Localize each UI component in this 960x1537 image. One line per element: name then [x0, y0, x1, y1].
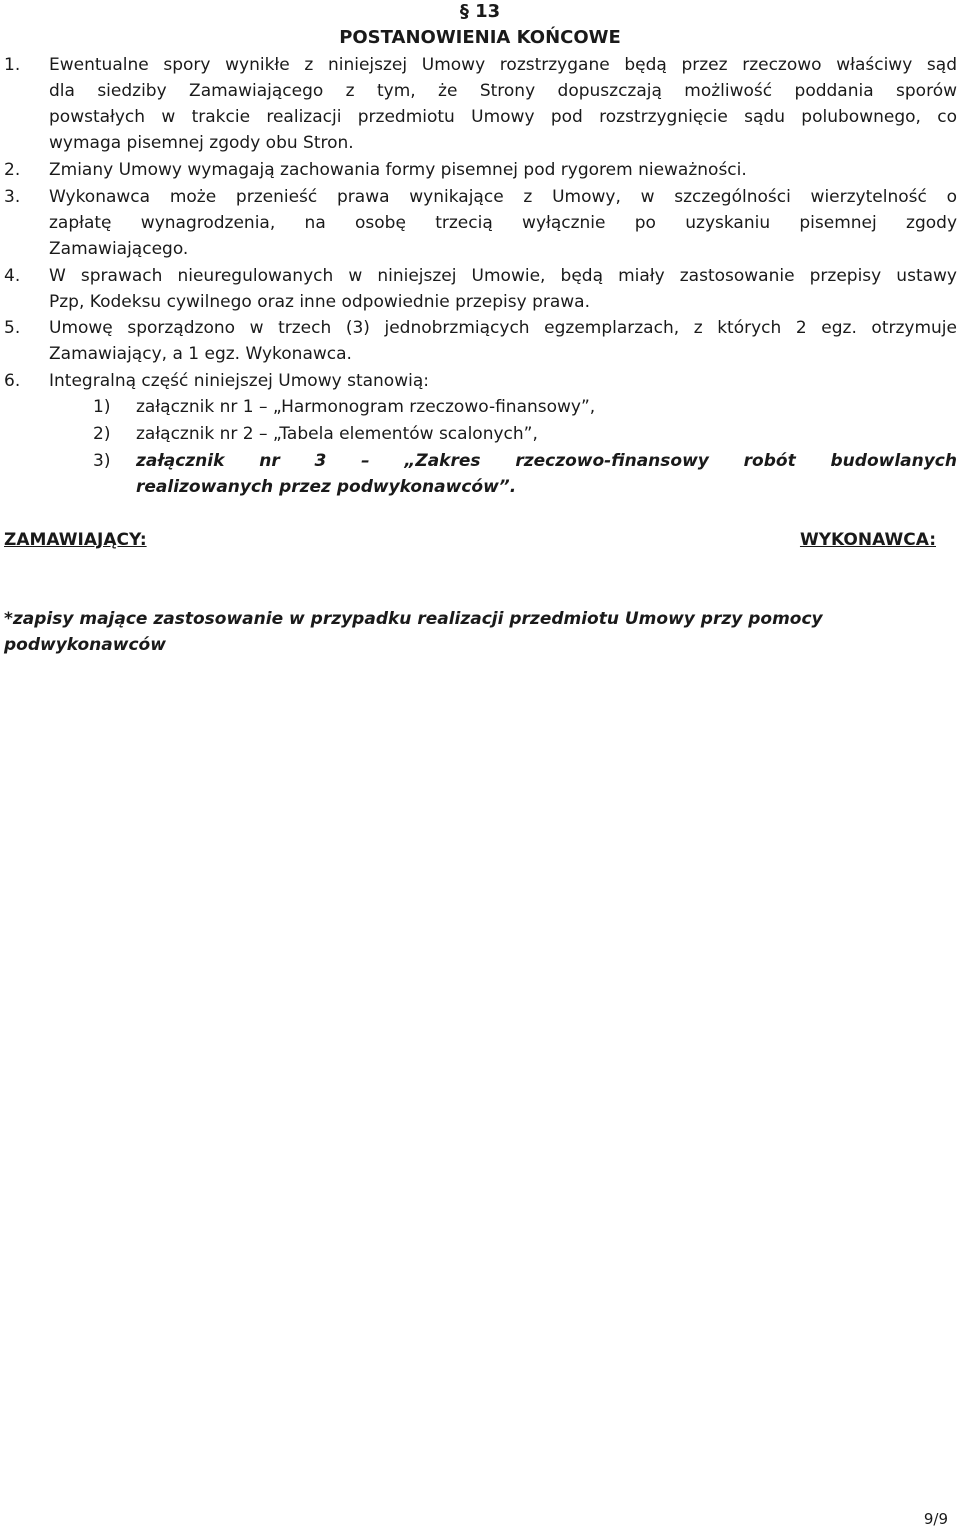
item-text: Zmiany Umowy wymagają zachowania formy pisemnej pod rygorem nieważności.: [49, 160, 747, 180]
item-text: W sprawach nieuregulowanych w niniejszej Umowie, będą miały zastosowanie przepisy ustawy Pzp, Kodeksu cywilnego oraz inne odpowiednie przepisy prawa.: [49, 266, 957, 312]
signature-label-contractor: WYKONAWCA:: [799, 530, 936, 550]
section-number: § 13: [459, 1, 501, 22]
item-number: 5.: [4, 318, 21, 338]
footnote: *zapisy mające zastosowanie w przypadku realizacji przedmiotu Umowy przy pomocy podwykonawców: [4, 609, 823, 655]
item-text: Umowę sporządzono w trzech (3) jednobrzmiących egzemplarzach, z których 2 egz. otrzymuje Zamawiający, a 1 egz. Wykonawca.: [49, 318, 957, 364]
document-page: § 13 POSTANOWIENIA KOŃCOWE 1. Ewentualne spory wynikłe z niniejszej Umowy rozstrzygane będą przez rzeczowo właściwy sąd dla siedziby Zamawiającego z tym, że Strony dopuszczają możliwość poddania sporów powstałych w trakcie realizacji przedmiotu Umowy pod rozstrzygnięcie sądu polubownego, co wymaga pisemnej zgody obu Stron. 2. Zmiany Umowy wymagają zachowania formy pisemnej pod rygorem nieważności. 3. Wykonawca może przenieść prawa wynikające z Umowy, w szczególności wierzytelność o zapłatę wynagrodzenia, na osobę trzecią wyłącznie po uzyskaniu pisemnej zgody Zamawiającego. 4. W sprawach nieuregulowanych w niniejszej Umowie, będą miały zastosowanie przepisy ustawy Pzp, Kodeksu cywilnego oraz inne odpowiednie przepisy prawa. 5. Umowę sporządzono w trzech (3) jednobrzmiących egzemplarzach, z których 2 egz. otrzymuje Zamawiający, a 1 egz. Wykonawca. 6. Integralną część niniejszej Umowy stanowią: 1) załącznik nr 1 – „Harmonogram rzeczowo-finansowy”, 2) załącznik nr 2 – „Tabela elementów scalonych”, 3) załącznik nr 3 – „Zakres rzeczowo-finansowy robót budowlanych realizowanych przez podwykonawców”. ZAMAWIAJĄCY: WYKONAWCA: *zapisy mające zastosowanie w przypadku realizacji przedmiotu Umowy przy pomocy podwykonawców 9/9: [0, 0, 960, 1537]
item-text: Ewentualne spory wynikłe z niniejszej Umowy rozstrzygane będą przez rzeczowo właściwy sąd dla siedziby Zamawiającego z tym, że Strony dopuszczają możliwość poddania sporów powstałych w trakcie realizacji przedmiotu Umowy pod rozstrzygnięcie sądu polubownego, co wymaga pisemnej zgody obu Stron.: [49, 55, 957, 153]
signature-label-client: ZAMAWIAJĄCY:: [4, 530, 147, 550]
item-text: Integralną część niniejszej Umowy stanowią:: [49, 371, 429, 391]
item-number: 1.: [4, 55, 21, 75]
section-heading: POSTANOWIENIA KOŃCOWE: [339, 27, 621, 48]
item-text: Wykonawca może przenieść prawa wynikające z Umowy, w szczególności wierzytelność o zapłatę wynagrodzenia, na osobę trzecią wyłącznie po uzyskaniu pisemnej zgody Zamawiającego.: [49, 187, 957, 259]
item-number: 2.: [4, 160, 21, 180]
page-number: 9/9: [923, 1510, 948, 1528]
item-number: 6.: [4, 371, 21, 391]
item-number: 4.: [4, 266, 21, 286]
item-number: 3.: [4, 187, 21, 207]
